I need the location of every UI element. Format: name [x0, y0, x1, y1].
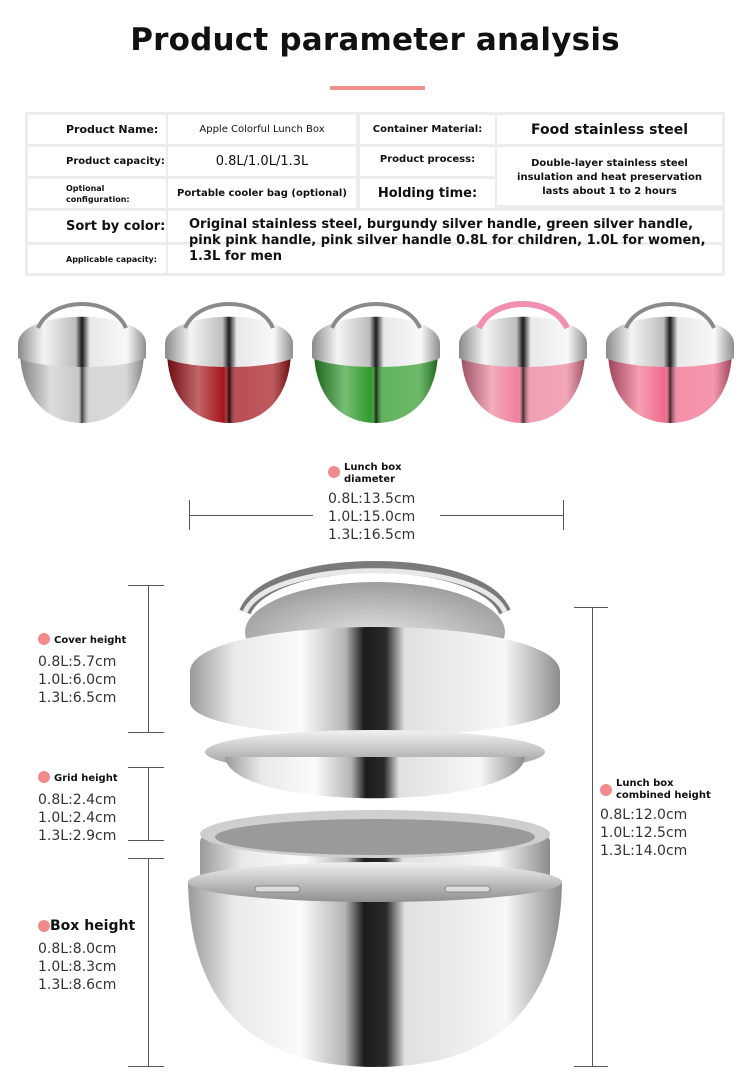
diameter-tick-right	[563, 500, 564, 530]
container-material-label: Container Material:	[360, 115, 495, 144]
grid-height-values: 0.8L:2.4cm 1.0L:2.4cm 1.3L:2.9cm	[38, 792, 117, 844]
combined-height-dot	[600, 784, 612, 796]
diameter-values: 0.8L:13.5cm 1.0L:15.0cm 1.3L:16.5cm	[328, 491, 416, 543]
diameter-title: Lunch box diameter	[344, 462, 402, 485]
product-process-value: Double-layer stainless steel insulation and heat preservation lasts about 1 to 2 hours	[497, 147, 722, 205]
diameter-dot	[328, 466, 340, 478]
product-process-label: Product process:	[360, 147, 495, 176]
box-height-values: 0.8L:8.0cm 1.0L:8.3cm 1.3L:8.6cm	[38, 941, 117, 993]
page-title: Product parameter analysis	[130, 22, 620, 58]
diameter-line-left	[189, 515, 313, 516]
sort-by-color-value: Original stainless steel, burgundy silver handle, green silver handle, pink pink handle, pink silver handle 0.8L for children, 1.0L for women, 1.3L for men	[189, 217, 706, 264]
container-material-value: Food stainless steel	[497, 115, 722, 144]
optional-config-label: Optional configuration:	[28, 179, 166, 208]
diameter-tick-left	[189, 500, 190, 530]
product-capacity-label: Product capacity:	[28, 147, 166, 176]
combined-height-annotation	[600, 778, 716, 860]
product-capacity-value: 0.8L/1.0L/1.3L	[168, 147, 356, 176]
box-height-title: Box height	[50, 918, 136, 934]
cover-height-annotation	[38, 628, 126, 707]
lunch-box-exploded-view	[180, 552, 570, 1072]
bowl-stainless-icon	[18, 304, 146, 423]
bowl-green-icon	[312, 304, 440, 423]
box-height-annotation	[38, 915, 135, 994]
diameter-line-right	[440, 515, 564, 516]
box-height-dot	[38, 920, 50, 932]
product-name-value: Apple Colorful Lunch Box	[168, 115, 356, 144]
bowl-burgundy-icon	[165, 304, 293, 423]
grid-height-annotation	[38, 766, 118, 845]
color-variants	[0, 298, 750, 428]
combined-height-title: Lunch box combined height	[616, 778, 711, 801]
cover-height-values: 0.8L:5.7cm 1.0L:6.0cm 1.3L:6.5cm	[38, 654, 117, 706]
bowl-pink-handle-icon	[459, 304, 587, 423]
grid-height-line	[148, 767, 149, 841]
optional-config-value: Portable cooler bag (optional)	[168, 179, 356, 208]
applicable-capacity-label: Applicable capacity:	[28, 245, 166, 273]
bowl-pink-silver-icon	[606, 304, 734, 423]
cover-height-dot	[38, 633, 50, 645]
holding-time-label: Holding time:	[360, 179, 495, 208]
cover-height-line	[148, 585, 149, 733]
combined-height-line	[592, 607, 593, 1067]
sort-by-color-label: Sort by color:	[28, 211, 166, 242]
diameter-annotation	[328, 462, 415, 544]
box-height-line	[148, 858, 149, 1066]
grid-height-dot	[38, 771, 50, 783]
product-name-label: Product Name:	[28, 115, 166, 144]
title-underline	[330, 86, 425, 90]
grid-height-title: Grid height	[54, 773, 118, 784]
combined-height-values: 0.8L:12.0cm 1.0L:12.5cm 1.3L:14.0cm	[600, 807, 688, 859]
cover-height-title: Cover height	[54, 635, 127, 646]
